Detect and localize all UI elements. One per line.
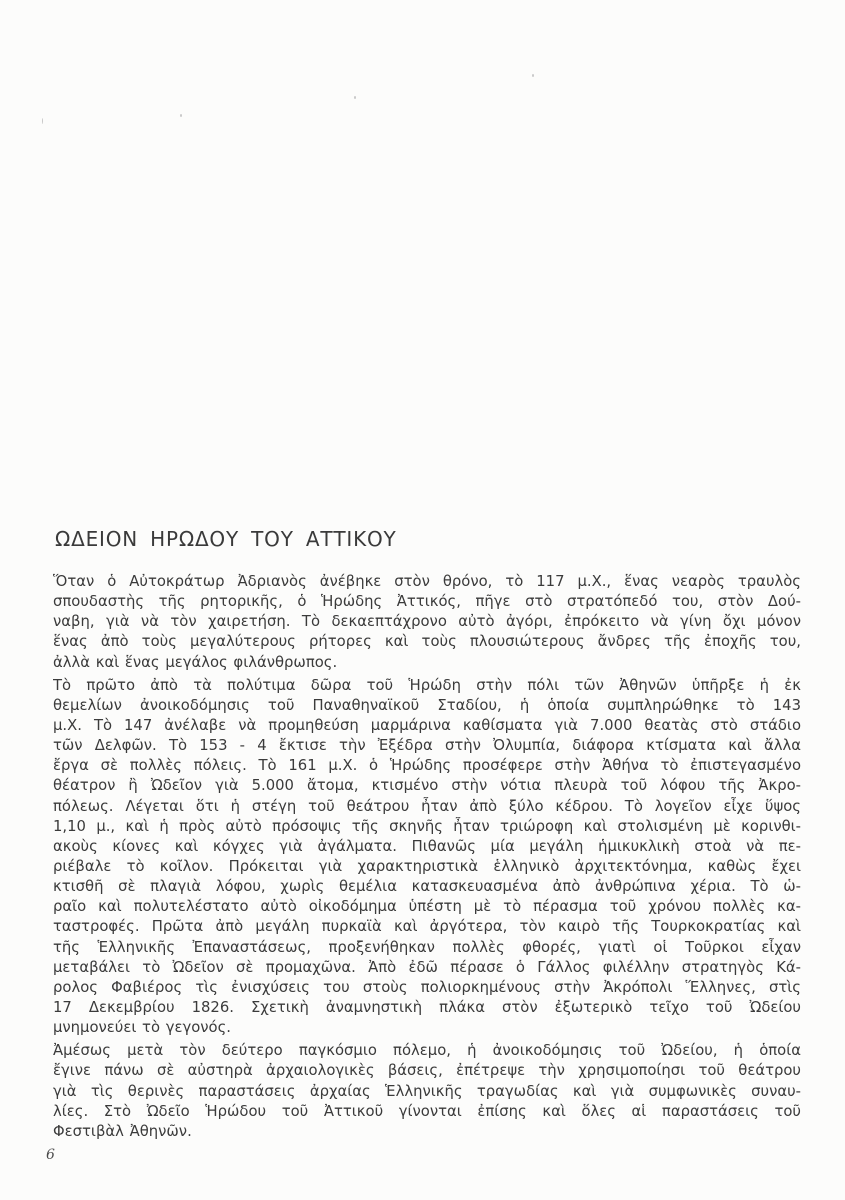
text-line: ρολος Φαβιέρος τὶς ἐνισχύσεις του στοὺς πολιορκημένους στὴν Ἀκρόπολι Ἕλληνες, στὶς [53,978,801,996]
text-line: μεταβάλει τὸ Ὠδεῖον σὲ προμαχῶνα. Ἀπὸ ἐδῶ πέρασε ὁ Γάλλος φιλέλλην στρατηγὸς Κά- [53,958,801,976]
text-line: Τὸ πρῶτο ἀπὸ τὰ πολύτιμα δῶρα τοῦ Ἡρώδη στὴν πόλι τῶν Ἀθηνῶν ὑπῆρξε ἡ ἐκ [53,676,801,694]
text-line: λίες. Στὸ Ὠδεῖο Ἡρώδου τοῦ Ἀττικοῦ γίνονται ἐπίσης καὶ ὅλες αἱ παραστάσεις τοῦ [53,1102,801,1120]
text-line: τῶν Δελφῶν. Τὸ 153 - 4 ἔκτισε τὴν Ἐξέδρα στὴν Ὀλυμπία, διάφορα κτίσματα καὶ ἄλλα [53,737,801,755]
scan-artifact [354,96,356,99]
text-line: 17 Δεκεμβρίου 1826. Σχετικὴ ἀναμνηστικὴ πλάκα στὸν ἐξωτερικὸ τεῖχο τοῦ Ὠδείου [53,998,801,1016]
text-line: ἔργα σὲ πολλὲς πόλεις. Τὸ 161 μ.Χ. ὁ Ἡρώδης προσέφερε στὴν Ἀθήνα τὸ ἐπιστεγασμένο [53,757,801,775]
text-line: ραῖο καὶ πολυτελέστατο αὐτὸ οἰκοδόμημα ὑπέστη μὲ τὸ πέρασμα τοῦ χρόνου πολλὲς κα- [53,898,801,916]
text-line: Ὅταν ὁ Αὐτοκράτωρ Ἀδριανὸς ἀνέβηκε στὸν θρόνο, τὸ 117 μ.Χ., ἕνας νεαρὸς τραυλὸς [53,573,801,590]
text-line: ναβη, γιὰ νὰ τὸν χαιρετήση. Τὸ δεκαεπτάχρονο αὐτὸ ἀγόρι, ἐπρόκειτο νὰ γίνη ὄχι μόνον [53,613,801,631]
text-line: σπουδαστὴς τῆς ρητορικῆς, ὁ Ἡρώδης Ἀττικός, πῆγε στὸ στρατόπεδό του, στὸν Δού- [53,593,801,611]
paragraph [53,676,801,1039]
text-line: τῆς Ἑλληνικῆς Ἐπαναστάσεως, προξενήθηκαν πολλὲς φθορές, γιατὶ οἱ Τοῦρκοι εἶχαν [53,938,801,956]
text-line: μ.Χ. Τὸ 147 ἀνέλαβε νὰ προμηθεύση μαρμάρινα καθίσματα γιὰ 7.000 θεατὰς στὸ στάδιο [53,716,801,734]
paragraph [53,572,801,673]
scan-artifact [180,114,182,117]
page-number: 6 [46,1147,55,1163]
page-title: ΩΔΕΙΟΝ ΗΡΩΔΟΥ ΤΟΥ ΑΤΤΙΚΟΥ [55,527,397,551]
text-line: Φεστιβὰλ Ἀθηνῶν. [53,1122,192,1140]
text-line: κτισθῆ σὲ πλαγιὰ λόφου, χωρὶς θεμέλια κατασκευασμένα ἀπὸ ἀνθρώπινα χέρια. Τὸ ὡ- [53,878,801,896]
text-line: μνημονεύει τὸ γεγονός. [53,1019,231,1037]
text-line: Ἀμέσως μετὰ τὸν δεύτερο παγκόσμιο πόλεμο, ἡ ἀνοικοδόμησις τοῦ Ὠδείου, ἡ ὁποία [53,1042,801,1060]
text-line: ἀλλὰ καὶ ἕνας μεγάλος φιλάνθρωπος. [53,653,338,671]
text-line: ριέβαλε τὸ κοῖλον. Πρόκειται γιὰ χαρακτηριστικὰ ἑλληνικὸ ἀρχιτεκτόνημα, καθὼς ἔχει [53,857,801,875]
text-line: θεμελίων ἀνοικοδόμησις τοῦ Παναθηναϊκοῦ Σταδίου, ἡ ὁποία συμπληρώθηκε τὸ 143 [53,696,801,714]
text-line: ακοὺς κίονες καὶ κόγχες γιὰ ἀγάλματα. Πιθανῶς μία μεγάλη ἡμικυκλικὴ στοὰ νὰ πε- [53,837,801,855]
scan-artifact [532,74,534,77]
text-line: ταστροφές. Πρῶτα ἀπὸ μεγάλη πυρκαϊὰ καὶ ἀργότερα, τὸν καιρὸ τῆς Τουρκοκρατίας καὶ [53,918,801,936]
paragraph [53,1041,801,1142]
text-line: ἔγινε πάνω σὲ αὐστηρὰ ἀρχαιολογικὲς βάσεις, ἐπέτρεψε τὴν χρησιμοποίησι τοῦ θεάτρου [53,1062,801,1080]
scan-artifact [42,118,43,124]
text-line: πόλεως. Λέγεται ὅτι ἡ στέγη τοῦ θεάτρου ἦταν ἀπὸ ξύλο κέδρου. Τὸ λογεῖον εἶχε ὕψος [53,797,801,815]
text-line: 1,10 μ., καὶ ἡ πρὸς αὐτὸ πρόσοψις τῆς σκηνῆς ἦταν τριώροφη καὶ στολισμένη μὲ κορινθι- [53,817,801,835]
text-line: γιὰ τὶς θερινὲς παραστάσεις ἀρχαίας Ἑλληνικῆς τραγωδίας καὶ γιὰ συμφωνικὲς συναυ- [53,1082,801,1100]
body-text [53,572,801,1142]
text-line: ἕνας ἀπὸ τοὺς μεγαλύτερους ρήτορες καὶ τοὺς πλουσιώτερους ἄνδρες τῆς ἐποχῆς του, [53,633,801,651]
text-line: θέατρον ἢ Ὠδεῖον γιὰ 5.000 ἄτομα, κτισμένο στὴν νότια πλευρὰ τοῦ λόφου τῆς Ἀκρο- [53,777,801,795]
